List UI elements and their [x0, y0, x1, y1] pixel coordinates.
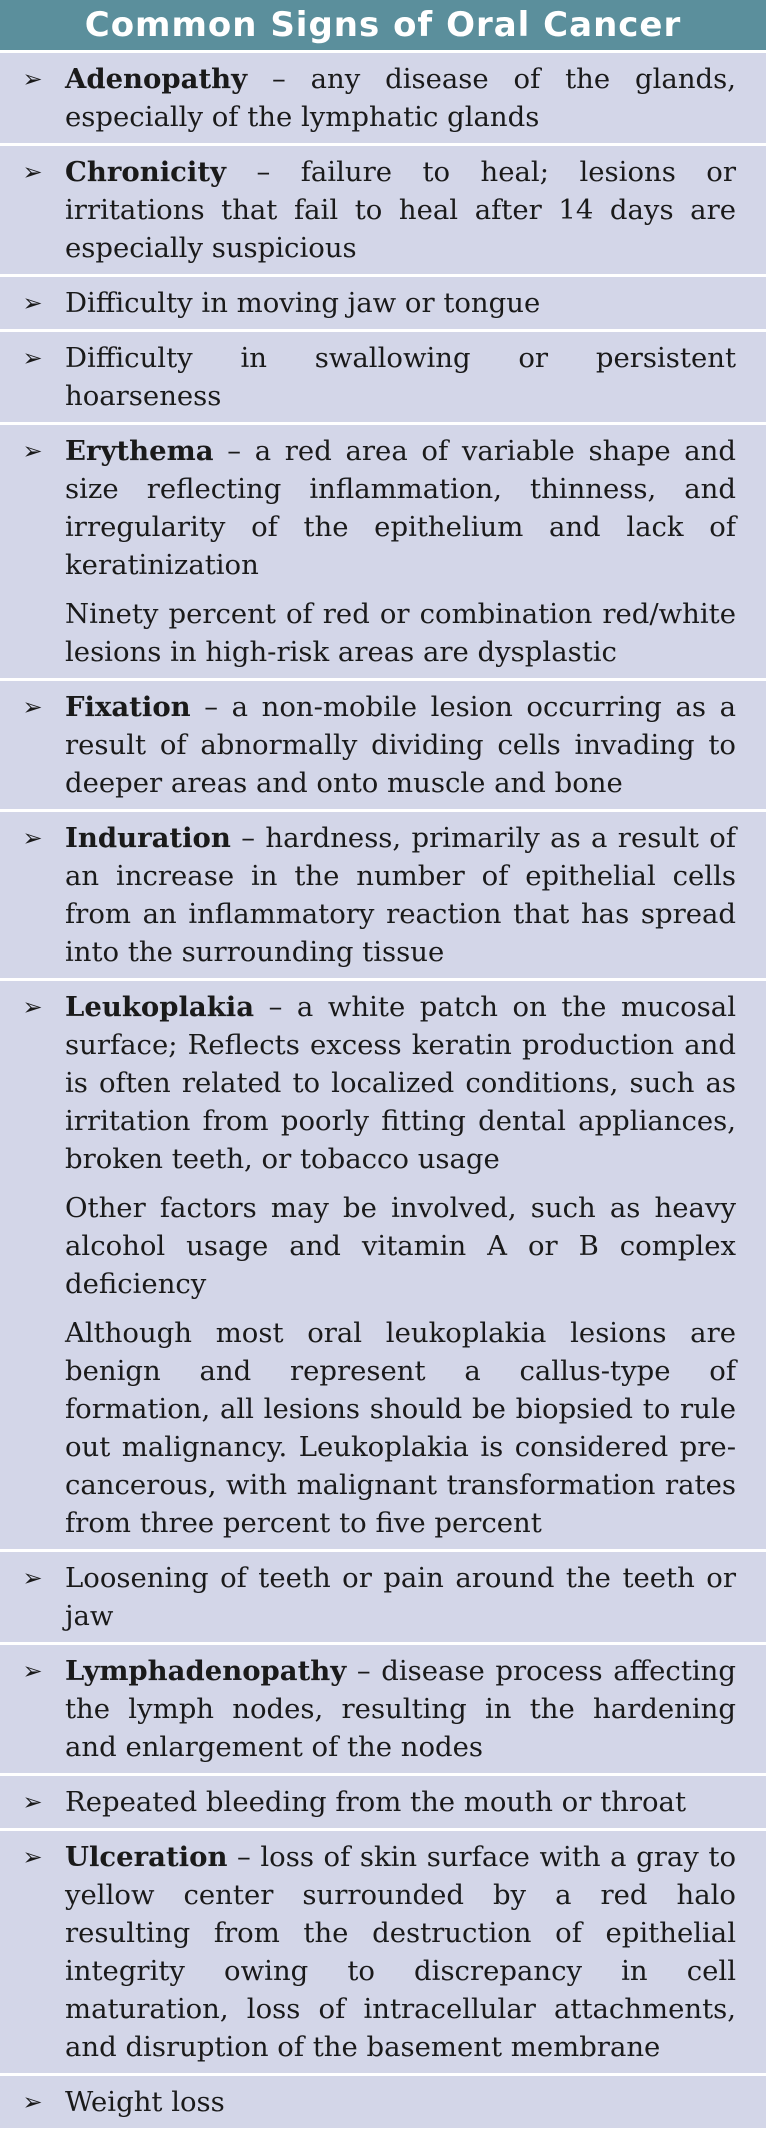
list-item — [0, 812, 766, 981]
item-description: – a white patch on the mucosal surface; Reflects excess keratin production and is often related to localized conditions, such as irritation from poorly fitting dental appliances, broken teeth, or tobacco usage — [65, 991, 736, 1175]
list-item — [0, 981, 766, 1552]
item-paragraph — [65, 1652, 736, 1766]
item-term: Erythema — [65, 435, 214, 467]
item-body — [65, 60, 736, 136]
item-description: – any disease of the glands, especially of the lymphatic glands — [65, 63, 736, 133]
item-body — [65, 432, 736, 671]
list-item — [0, 277, 766, 332]
list-item — [0, 1552, 766, 1645]
arrow-bullet-icon: ➢ — [22, 1564, 43, 1592]
item-description: Difficulty in swallowing or persistent hoarseness — [65, 342, 736, 412]
list-item — [0, 1645, 766, 1776]
arrow-bullet-icon: ➢ — [22, 824, 43, 852]
item-paragraph — [65, 1838, 736, 2066]
item-paragraph — [65, 2083, 225, 2121]
list-item — [0, 332, 766, 425]
item-body — [65, 688, 736, 802]
list-item — [0, 681, 766, 812]
arrow-bullet-icon: ➢ — [22, 158, 43, 186]
item-paragraph — [65, 339, 736, 415]
arrow-bullet-icon: ➢ — [22, 344, 43, 372]
arrow-bullet-icon: ➢ — [22, 693, 43, 721]
list-item — [0, 425, 766, 681]
item-paragraph — [65, 988, 736, 1178]
item-description: – hardness, primarily as a result of an increase in the number of epithelial cells from an inflammatory reaction that has spread into the surrounding tissue — [65, 822, 736, 968]
arrow-bullet-icon: ➢ — [22, 65, 43, 93]
item-body — [65, 1783, 686, 1821]
item-description: – a red area of variable shape and size reflecting inflammation, thinness, and irregularity of the epithelium and lack of keratinization — [65, 435, 736, 581]
item-paragraph — [65, 284, 540, 322]
item-term: Adenopathy — [65, 63, 248, 95]
item-description: – failure to heal; lesions or irritations that fail to heal after 14 days are especially suspicious — [65, 156, 736, 264]
item-term: Chronicity — [65, 156, 227, 188]
item-paragraph — [65, 432, 736, 584]
list-item — [0, 2076, 766, 2131]
arrow-bullet-icon: ➢ — [22, 993, 43, 1021]
item-body — [65, 988, 736, 1542]
list-item — [0, 1776, 766, 1831]
item-extra-paragraph: Although most oral leukoplakia lesions are benign and represent a callus-type of formation, all lesions should be biopsied to rule out malignancy. Leukoplakia is considered pre-cancerous, with malignant transformation rates from three percent to five percent — [65, 1317, 736, 1539]
item-description: Loosening of teeth or pain around the teeth or jaw — [65, 1562, 736, 1632]
list-item — [0, 53, 766, 146]
arrow-bullet-icon: ➢ — [22, 2088, 43, 2116]
item-paragraph — [65, 1783, 686, 1821]
item-term: Fixation — [65, 691, 191, 723]
list-item — [0, 1831, 766, 2076]
arrow-bullet-icon: ➢ — [22, 437, 43, 465]
arrow-bullet-icon: ➢ — [22, 289, 43, 317]
item-body — [65, 339, 736, 415]
item-paragraph — [65, 153, 736, 267]
table-title: Common Signs of Oral Cancer — [0, 0, 766, 53]
item-description: Weight loss — [65, 2086, 225, 2118]
item-body — [65, 1559, 736, 1635]
item-paragraph — [65, 819, 736, 971]
item-body — [65, 1652, 736, 1766]
item-extra-paragraph: Other factors may be involved, such as heavy alcohol usage and vitamin A or B complex deficiency — [65, 1192, 736, 1300]
item-description: – a non-mobile lesion occurring as a result of abnormally dividing cells invading to deeper areas and onto muscle and bone — [65, 691, 736, 799]
item-paragraph — [65, 1559, 736, 1635]
list-item — [0, 146, 766, 277]
item-term: Induration — [65, 822, 231, 854]
signs-list — [0, 53, 766, 2131]
item-body — [65, 284, 540, 322]
arrow-bullet-icon: ➢ — [22, 1657, 43, 1685]
item-term: Leukoplakia — [65, 991, 255, 1023]
item-term: Lymphadenopathy — [65, 1655, 347, 1687]
item-body — [65, 819, 736, 971]
item-description: Repeated bleeding from the mouth or throat — [65, 1786, 687, 1818]
item-description: – disease process affecting the lymph nodes, resulting in the hardening and enlargement of the nodes — [65, 1655, 736, 1763]
item-paragraph — [65, 688, 736, 802]
arrow-bullet-icon: ➢ — [22, 1788, 43, 1816]
arrow-bullet-icon: ➢ — [22, 1843, 43, 1871]
item-body — [65, 2083, 225, 2121]
item-paragraph — [65, 60, 736, 136]
item-description: Difficulty in moving jaw or tongue — [65, 287, 541, 319]
item-body — [65, 153, 736, 267]
item-extra-paragraph: Ninety percent of red or combination red/white lesions in high-risk areas are dysplastic — [65, 598, 736, 668]
item-term: Ulceration — [65, 1841, 228, 1873]
item-body — [65, 1838, 736, 2066]
item-description: – loss of skin surface with a gray to yellow center surrounded by a red halo resulting from the destruction of epithelial integrity owing to discrepancy in cell maturation, loss of intracellular attachments, and disruption of the basement membrane — [65, 1841, 736, 2063]
